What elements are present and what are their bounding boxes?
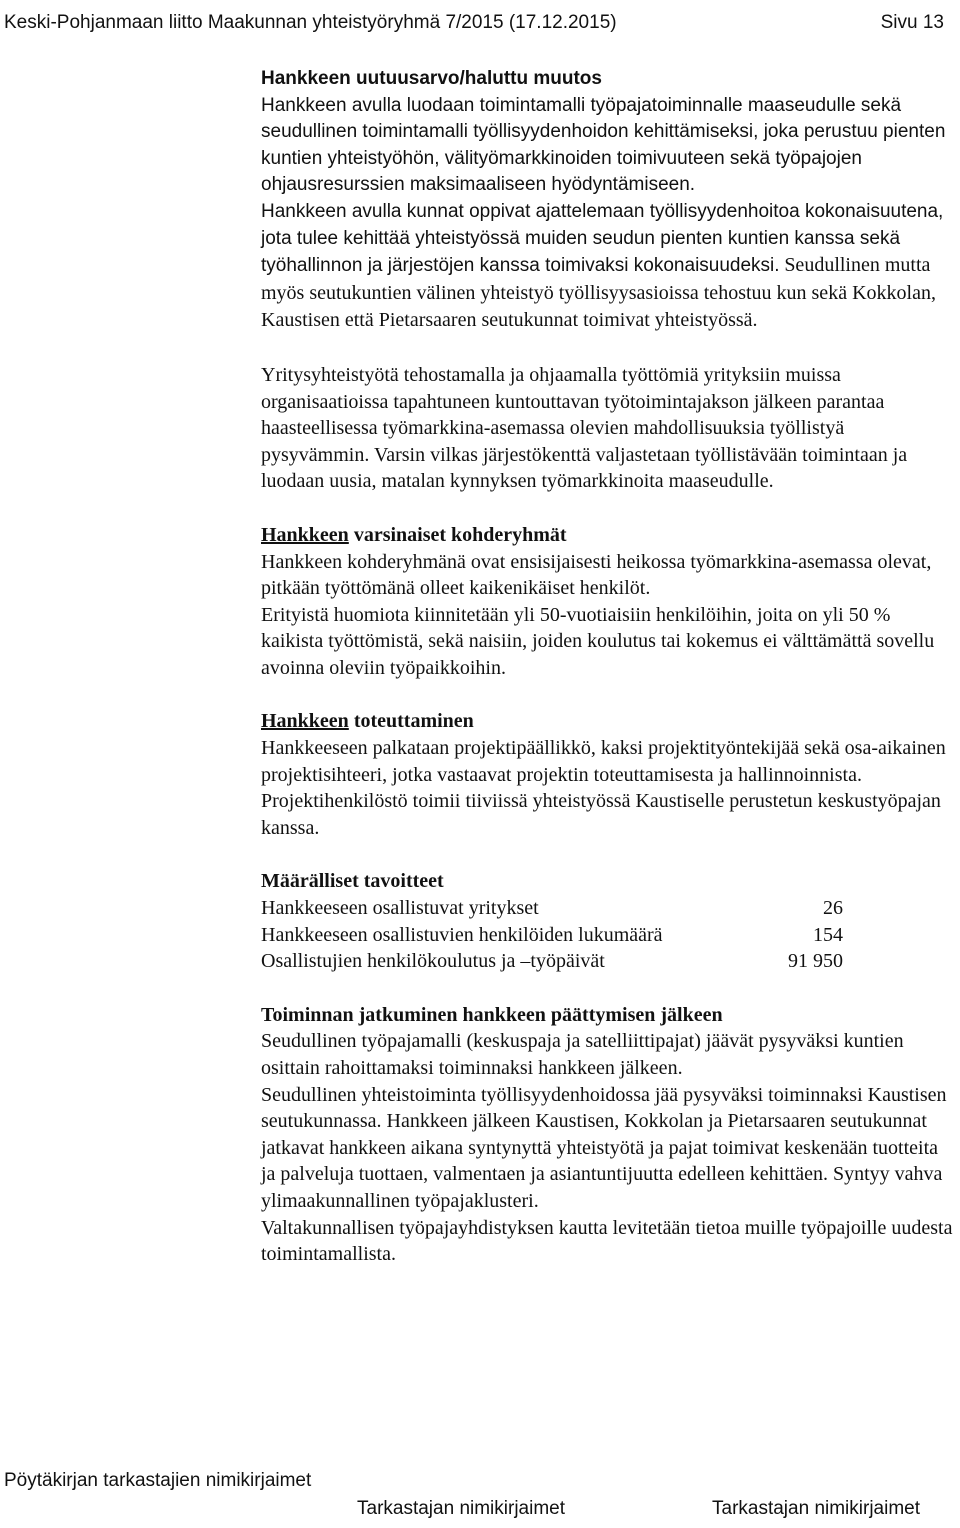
section-heading-target-groups bbox=[261, 522, 955, 549]
quantitative-goals-table bbox=[261, 895, 843, 975]
target-groups-paragraph-2: Erityistä huomiota kiinnitetään yli 50-vuotiaisiin henkilöihin, joita on yli 50 % kaikista työttömistä, sekä naisiin, joiden koulutus tai kokemus ei välttämättä sovellu avoinna oleviin työpaikkoihin. bbox=[261, 603, 935, 679]
section-heading-novelty: Hankkeen uutuusarvo/haluttu muutos bbox=[261, 68, 602, 89]
continuation-paragraph-2: Seudullinen yhteistoiminta työllisyydenhoidossa jää pysyväksi toiminnaksi Kaustisen seutukunnassa. Hankkeen jälkeen Kaustisen, Kokkolan ja Pietarsaaren seutukunnat jatkavat hankkeen aikana syntynyttä yhteistyötä ja pajat toimivat keskenään tuotteita ja palveluja tuottaen, valmentaen ja asiantuntijuutta edelleen kehittäen. Syntyy vahva ylimaakunnallinen työpajaklusteri. bbox=[261, 1083, 947, 1212]
novelty-paragraph-1: Hankkeen avulla luodaan toimintamalli työpajatoiminnalle maaseudulle sekä seudullinen toimintamalli työllisyydenhoidon kehittämiseksi, joka perustuu pienten kuntien yhteistyöhön, välityömarkkinoiden toimivuuteen sekä työpajojen ohjausresurssien maksimaaliseen hyödyntämiseen. bbox=[261, 94, 946, 196]
goal-value: 26 bbox=[823, 897, 843, 920]
section-heading-continuation: Toiminnan jatkuminen hankkeen päättymisen jälkeen bbox=[261, 1003, 723, 1026]
page-footer bbox=[0, 1470, 960, 1528]
implementation-paragraph: Hankkeeseen palkataan projektipäällikkö, kaksi projektityöntekijää sekä osa-aikainen projektisihteeri, jotka vastaavat projektin toteuttamisesta ja hallinnoinnista. Projektihenkilöstö toimii tiiviissä yhteistyössä Kaustiselle perustetun keskustyöpajan kanssa. bbox=[261, 737, 946, 839]
table-row bbox=[261, 948, 843, 975]
heading-underlined-word: Hankkeen bbox=[261, 523, 349, 546]
table-row bbox=[261, 922, 843, 949]
heading-rest: toteuttaminen bbox=[348, 710, 474, 733]
goal-label: Osallistujien henkilökoulutus ja –työpäivät bbox=[261, 950, 605, 973]
novelty-paragraph-2 bbox=[261, 199, 955, 335]
novelty-paragraph-3: Yritysyhteistyötä tehostamalla ja ohjaamalla työttömiä yrityksiin muissa organisaatioissa tapahtuneen kuntouttavan työtoimintajakson jälkeen parantaa haasteellisessa työmarkkina-asemassa olevien mahdollisuuksia työllistyä pysyvämmin. Varsin vilkas järjestökenttä valjastetaan työllistävään toimintaan ja luodaan uusia, matalan kynnyksen työmarkkinoita maaseudulle. bbox=[261, 363, 908, 493]
novelty-paragraph-2-part-a: Hankkeen avulla kunnat oppivat ajattelemaan työllisyydenhoitoa kokonaisuutena, jota tulee kehittää yhteistyössä muiden seudun pienten kuntien kanssa sekä työhallinnon ja järjestöjen kanssa toimivaksi kokonaisuudeksi. bbox=[261, 200, 944, 277]
continuation-paragraph-3: Valtakunnallisen työpajayhdistyksen kautta levitetään tietoa muille työpajoille uudesta toimintamallista. bbox=[261, 1216, 953, 1266]
novelty-paragraph-2-part-b: Seudullinen mutta myös seutukuntien välinen yhteistyö työllisyysasioissa tehostuu kun sekä Kokkolan, Kaustisen että Pietarsaaren seutukunnat toimivat yhteistyössä. bbox=[261, 254, 936, 332]
goal-label: Hankkeeseen osallistuvien henkilöiden lukumäärä bbox=[261, 923, 663, 946]
table-row bbox=[261, 895, 843, 922]
page-number: Sivu 13 bbox=[880, 12, 944, 33]
continuation-paragraph-1: Seudullinen työpajamalli (keskuspaja ja satelliittipajat) jäävät pysyväksi kuntien osittain rahoittamaksi toiminnaksi hankkeen jälkeen. bbox=[261, 1030, 904, 1079]
header-title: Keski-Pohjanmaan liitto Maakunnan yhteistyöryhmä 7/2015 (17.12.2015) bbox=[4, 12, 617, 33]
section-heading-implementation bbox=[261, 708, 955, 735]
footer-minutes-initials-label: Pöytäkirjan tarkastajien nimikirjaimet bbox=[4, 1470, 312, 1491]
footer-signature-label-2: Tarkastajan nimikirjaimet bbox=[712, 1498, 921, 1519]
section-heading-quantitative-goals: Määrälliset tavoitteet bbox=[261, 870, 444, 893]
target-groups-paragraph-1: Hankkeen kohderyhmänä ovat ensisijaisesti heikossa työmarkkina-asemassa olevat, pitkään työttömänä olleet kaikenikäiset henkilöt. bbox=[261, 550, 932, 600]
heading-underlined-word: Hankkeen bbox=[261, 710, 349, 733]
footer-signature-label-1: Tarkastajan nimikirjaimet bbox=[357, 1498, 566, 1519]
goal-label: Hankkeeseen osallistuvat yritykset bbox=[261, 897, 539, 920]
heading-rest: varsinaiset kohderyhmät bbox=[348, 523, 567, 546]
goal-value: 91 950 bbox=[788, 950, 843, 973]
goal-value: 154 bbox=[813, 923, 843, 946]
page-header bbox=[0, 10, 960, 36]
main-content bbox=[261, 66, 955, 1268]
